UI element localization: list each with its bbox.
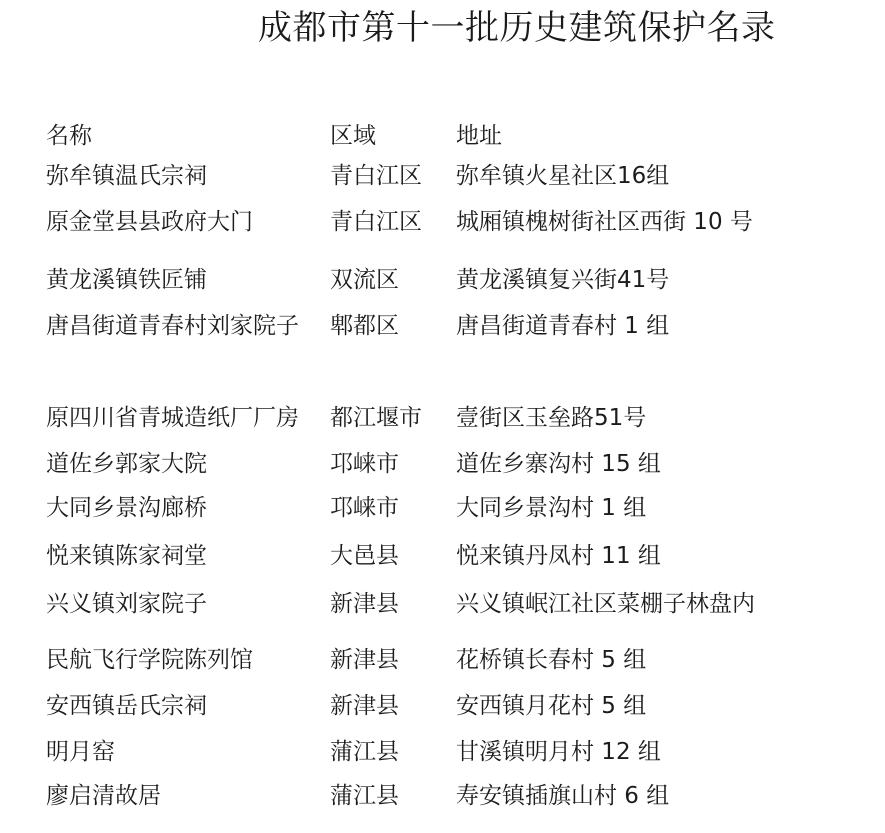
row-district: 新津县 [330,591,399,617]
row-address: 大同乡景沟村 1 组 [456,495,647,521]
table-row [0,208,885,238]
row-address: 壹街区玉垒路51号 [456,405,647,431]
header-name: 名称 [46,123,92,149]
table-row [0,266,885,296]
row-name: 悦来镇陈家祠堂 [46,543,207,569]
row-district: 青白江区 [330,163,422,189]
row-name: 原金堂县县政府大门 [46,209,253,235]
row-district: 邛崃市 [330,495,399,521]
row-district: 邛崃市 [330,451,399,477]
row-address: 弥牟镇火星社区16组 [456,163,670,189]
table-row [0,162,885,192]
row-name: 民航飞行学院陈列馆 [46,647,253,673]
row-name: 原四川省青城造纸厂厂房 [46,405,299,431]
row-district: 蒲江县 [330,783,399,809]
header-district: 区域 [330,123,376,149]
row-address: 甘溪镇明月村 12 组 [456,739,661,765]
table-header-row [0,122,885,152]
row-name: 弥牟镇温氏宗祠 [46,163,207,189]
table-row [0,450,885,480]
row-name: 廖启清故居 [46,783,161,809]
row-district: 青白江区 [330,209,422,235]
row-address: 城厢镇槐树街社区西街 10 号 [456,209,753,235]
row-district: 郫都区 [330,313,399,339]
row-district: 大邑县 [330,543,399,569]
table-row [0,494,885,524]
row-district: 新津县 [330,693,399,719]
row-district: 新津县 [330,647,399,673]
row-name: 道佐乡郭家大院 [46,451,207,477]
row-name: 黄龙溪镇铁匠铺 [46,267,207,293]
table-row [0,542,885,572]
row-address: 安西镇月花村 5 组 [456,693,647,719]
row-name: 唐昌街道青春村刘家院子 [46,313,299,339]
table-row [0,692,885,722]
table-row [0,782,885,812]
page-title: 成都市第十一批历史建筑保护名录 [258,8,776,48]
row-name: 大同乡景沟廊桥 [46,495,207,521]
table-row [0,404,885,434]
table-row [0,590,885,620]
header-address: 地址 [456,123,502,149]
row-name: 明月窑 [46,739,115,765]
table-row [0,646,885,676]
row-district: 蒲江县 [330,739,399,765]
row-address: 寿安镇插旗山村 6 组 [456,783,670,809]
row-address: 黄龙溪镇复兴街41号 [456,267,670,293]
row-address: 唐昌街道青春村 1 组 [456,313,670,339]
row-address: 道佐乡寨沟村 15 组 [456,451,661,477]
row-district: 双流区 [330,267,399,293]
row-address: 花桥镇长春村 5 组 [456,647,647,673]
table-row [0,312,885,342]
row-name: 兴义镇刘家院子 [46,591,207,617]
row-address: 悦来镇丹凤村 11 组 [456,543,661,569]
row-name: 安西镇岳氏宗祠 [46,693,207,719]
row-address: 兴义镇岷江社区菜棚子林盘内 [456,591,755,617]
row-district: 都江堰市 [330,405,422,431]
table-row [0,738,885,768]
